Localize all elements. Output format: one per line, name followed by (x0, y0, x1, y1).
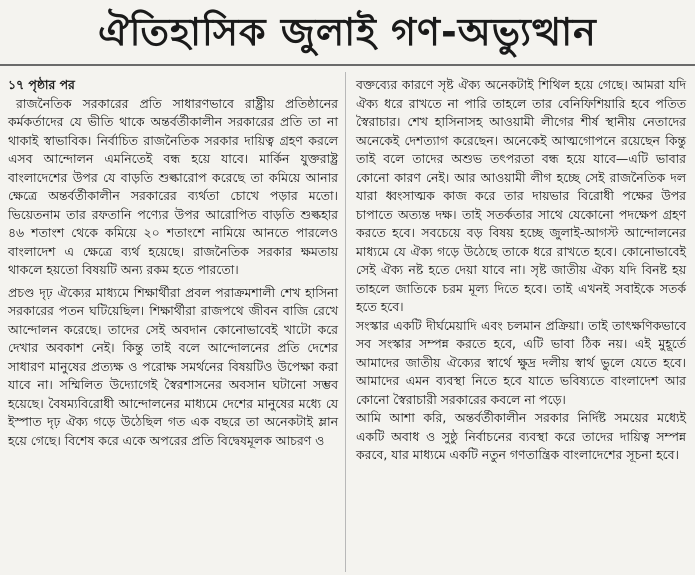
paragraph: বক্তব্যের কারণে সৃষ্ট ঐক্য অনেকটাই শিথিল হয়ে গেছে। আমরা যদি ঐক্য ধরে রাখতে না পারি তাহলে তার বেনিফিশিয়ারি হবে পতিত স্বৈরাচার। শেখ হাসিনাসহ আওয়ামী লীগের শীর্ষ স্থানীয় নেতাদের অনেকেই দেশত্যাগ করেছেন। অনেকেই আত্মগোপনে রয়েছেন কিন্তু তাই বলে তাদের অশুভ তৎপরতা বন্ধ হয়ে যাবে—এটি ভাবার কোনো কারণ নেই। আর আওয়ামী লীগ হচ্ছে সেই রাজনৈতিক দল যারা ধ্বংসাত্মক কাজ করে তার দায়ভার বিরোধী পক্ষের উপর চাপাতে অত্যন্ত দক্ষ। তাই সতর্কতার সাথে যেকোনো পদক্ষেপ গ্রহণ করতে হবে। সবচেয়ে বড় বিষয় হচ্ছে জুলাই-আগস্ট আন্দোলনের মাধ্যমে যে ঐক্য গড়ে উঠেছে তাকে ধরে রাখতে হবে। কোনোভাবেই সেই ঐক্য নষ্ট হতে দেয়া যাবে না। সৃষ্ট জাতীয় ঐক্য যদি বিনষ্ট হয় তাহলে জাতিকে চরম মূল্য দিতে হবে। তাই এখনই সবাইকে সতর্ক হতে হবে। (356, 77, 686, 314)
paragraph: সংস্কার একটি দীর্ঘমেয়াদি এবং চলমান প্রক্রিয়া। তাই তাৎক্ষণিকভাবে সব সংস্কার সম্পন্ন করতে হবে, এটি ভাবা ঠিক নয়। এই মুহূর্তে আমাদের জাতীয় ঐক্যের স্বার্থে ক্ষুদ্র দলীয় স্বার্থ ভুলে যেতে হবে। আমাদের এমন ব্যবস্থা নিতে হবে যাতে ভবিষ্যতে বাংলাদেশ আর কোনো স্বৈরাচারী সরকারের কবলে না পড়ে। (356, 317, 686, 407)
left-column (8, 76, 338, 450)
continuation-kicker: ১৭ পৃষ্ঠার পর (8, 77, 75, 92)
right-column (356, 76, 686, 465)
paragraph: প্রচণ্ড দৃঢ় ঐক্যের মাধ্যমে শিক্ষার্থীরা প্রবল পরাক্রমশালী শেখ হাসিনা সরকারের পতন ঘটিয়েছিল। শিক্ষার্থীরা রাজপথে জীবন বাজি রেখে আন্দোলন করেছে। তাদের সেই অবদান কোনোভাবেই খাটো করে দেখার অবকাশ নেই। কিন্তু তাই বলে আন্দোলনের প্রতি দেশের সাধারণ মানুষের প্রত্যক্ষ ও পরোক্ষ সমর্থনের বিষয়টিও উপেক্ষা করা যাবে না। সম্মিলিত উদ্যোগেই স্বৈরশাসনের অবসান ঘটানো সম্ভব হয়েছে। বৈষম্যবিরোধী আন্দোলনের মাধ্যমে দেশের মানুষের মধ্যে যে ইস্পাত দৃঢ় ঐক্য গড়ে উঠেছিল গত এক বছরে তা অনেকটাই ম্লান হয়ে গেছে। বিশেষ করে একে অপরের প্রতি বিদ্বেষমূলক আচরণ ও (8, 284, 338, 448)
paragraph: রাজনৈতিক সরকারের প্রতি সাধারণভাবে রাষ্ট্রীয় প্রতিষ্ঠানের কর্মকর্তাদের যে ভীতি থাকে অন্তর্বর্তীকালীন সরকারের প্রতি তা না থাকাই স্বাভাবিক। নির্বাচিত রাজনৈতিক সরকার দায়িত্ব গ্রহণ করলে এসব আন্দোলন এমনিতেই বন্ধ হয়ে যাবে। মার্কিন যুক্তরাষ্ট্র বাংলাদেশের উপর যে বাড়তি শুল্কারোপ করেছে তা কমিয়ে আনার ক্ষেত্রে অন্তর্বর্তীকালীন সরকারের ব্যর্থতা চোখে পড়ার মতো। ভিয়েতনাম তার রফতানি পণ্যের উপর আরোপিত বাড়তি শুল্কহার ৪৬ শতাংশ থেকে কমিয়ে ২০ শতাংশে নামিয়ে আনতে পারলেও বাংলাদেশ এ ক্ষেত্রে ব্যর্থ হয়েছে। রাজনৈতিক সরকার ক্ষমতায় থাকলে হয়তো বিষয়টি অন্য রকম হতে পারতো। (8, 95, 338, 277)
headline-rule (0, 64, 695, 66)
paragraph: আমি আশা করি, অন্তর্বর্তীকালীন সরকার নির্দিষ্ট সময়ের মধ্যেই একটি অবাধ ও সুষ্ঠু নির্বাচনের ব্যবস্থা করে তাদের দায়িত্ব সম্পন্ন করবে, যার মাধ্যমে একটি নতুন গণতান্ত্রিক বাংলাদেশের সূচনা হবে। (356, 410, 686, 462)
column-divider (345, 72, 346, 572)
headline: ঐতিহাসিক জুলাই গণ-অভ্যুত্থান (98, 10, 597, 54)
